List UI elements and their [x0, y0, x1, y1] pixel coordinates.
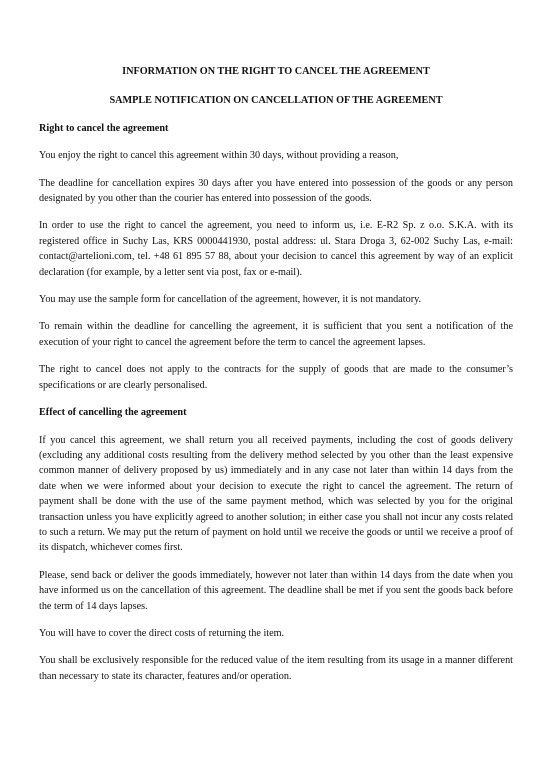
- paragraph: The right to cancel does not apply to the contracts for the supply of goods that are made to the consumer’s specifications or are clearly personalised.: [39, 364, 513, 391]
- document-subtitle: SAMPLE NOTIFICATION ON CANCELLATION OF THE AGREEMENT: [109, 95, 443, 107]
- paragraph: The deadline for cancellation expires 30 days after you have entered into possession of the goods or any person designated by you other than the courier has entered into possession of the goods.: [39, 177, 513, 205]
- paragraph: Please, send back or deliver the goods immediately, however not later than within 14 days from the date when you have informed us on the cancellation of this agreement. The deadline shall be met if you sent the goods back before the term of 14 days lapses.: [39, 569, 513, 612]
- paragraph: In order to use the right to cancel the agreement, you need to inform us, i.e. E-R2 Sp. z o.o. S.K.A. with its registered office in Suchy Las, KRS 0000441930, postal address: ul. Stara Droga 3, 62-002 Suchy Las, e-mail: contact@artelioni.com, tel. +48 61 895 57 88, about your decision to cancel this agreement by way of an explicit declaration (for example, by a letter sent via post, fax or e-mail).: [39, 220, 513, 278]
- paragraph: To remain within the deadline for cancelling the agreement, it is sufficient that you sent a notification of the execution of your right to cancel the agreement before the term to cancel the agreement lapses.: [39, 321, 513, 348]
- section-heading-effect-of-cancelling: Effect of cancelling the agreement: [39, 407, 187, 419]
- paragraph: You shall be exclusively responsible for the reduced value of the item resulting from its usage in a manner different than necessary to state its character, features and/or operation.: [39, 655, 513, 682]
- section-heading-right-to-cancel: Right to cancel the agreement: [39, 122, 169, 134]
- paragraph: You enjoy the right to cancel this agreement within 30 days, without providing a reason,: [39, 150, 399, 162]
- paragraph: You will have to cover the direct costs of returning the item.: [39, 627, 285, 639]
- document-title: INFORMATION ON THE RIGHT TO CANCEL THE AGREEMENT: [122, 66, 430, 77]
- paragraph: If you cancel this agreement, we shall return you all received payments, including the cost of goods delivery (excluding any additional costs resulting from the delivery method selected by you other than the least expensive common manner of delivery proposed by us) immediately and in any case not later than within 14 days from the date when we were informed about your decision to execute the right to cancel the agreement. The return of payment shall be done with the use of the same payment method, which was selected by you for the original transaction unless you have explicitly agreed to another solution; in either case you shall not incur any costs related to such a return. We may put the return of payment on hold until we receive the goods or until we receive a proof of its dispatch, whichever comes first.: [39, 434, 513, 554]
- paragraph: You may use the sample form for cancellation of the agreement, however, it is not mandatory.: [39, 294, 422, 306]
